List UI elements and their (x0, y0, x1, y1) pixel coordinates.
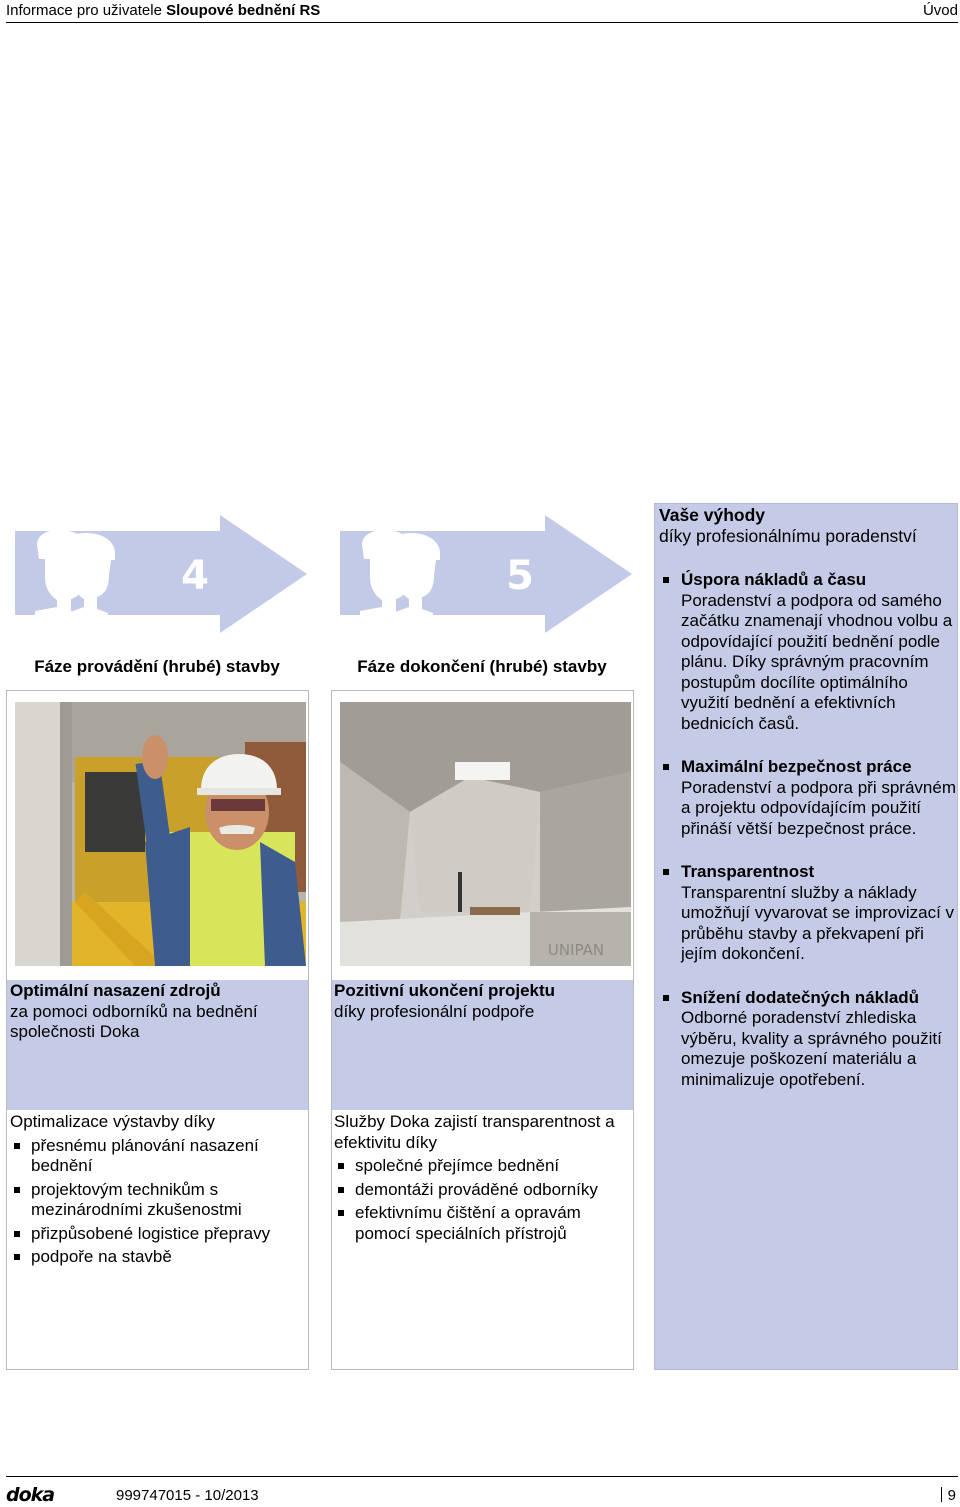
phase-4-number: 4 (181, 553, 209, 599)
footer-divider (6, 1476, 958, 1477)
list-item: přesnému plánování nasazení bednění (10, 1136, 305, 1177)
phase-5-title: Fáze dokončení (hrubé) stavby (357, 657, 607, 676)
advantage-text: Poradenství a podpora při správném a projektu odpovídajícím použití přináší větší bezpečnost práce. (681, 777, 956, 838)
page-number-wrap (941, 1487, 956, 1504)
phase-4-list (10, 1136, 305, 1268)
phase-4-band-subtitle: za pomoci odborníků na bednění společnosti Doka (10, 1001, 258, 1041)
phase-5-band-subtitle: díky profesionální podpoře (334, 1001, 535, 1021)
phase-5-number: 5 (506, 553, 534, 599)
advantages-panel (654, 503, 958, 1370)
header-title: Sloupové bednění RS (166, 2, 321, 19)
phase-5-arrow-graphic (340, 515, 632, 633)
header-prefix: Informace pro uživatele (6, 2, 162, 19)
list-item: podpoře na stavbě (10, 1247, 305, 1268)
list-item: projektovým technikům s mezinárodními zkušenostmi (10, 1180, 305, 1221)
logo-text: doka (6, 1484, 55, 1506)
advantage-text: Poradenství a podpora od samého začátku znamenají vhodnou volbu a odpovídající použití bednění podle plánu. Díky správným pracovním postupům docílíte optimálního využití bednění a efektivních bednicích časů. (681, 590, 953, 733)
advantage-title: Transparentnost (681, 862, 815, 881)
header-section: Úvod (922, 2, 958, 19)
list-item: demontáži prováděné odborníky (334, 1180, 630, 1201)
phase-5-intro: Služby Doka zajistí transparentnost a efektivitu díky (334, 1112, 615, 1152)
header-divider (6, 22, 958, 23)
page-separator (941, 1487, 942, 1502)
advantage-title: Maximální bezpečnost práce (681, 757, 912, 776)
phase-4-band-text (10, 981, 305, 1043)
advantage-text: Odborné poradenství zhlediska výběru, kvality a správného použití omezuje poškození materiálu a minimalizuje opotřebení. (681, 1008, 942, 1089)
concrete-interior-photo (340, 702, 631, 966)
advantage-item (660, 757, 956, 839)
advantages-title: Vaše výhody (659, 505, 766, 525)
advantages-subtitle: díky profesionálnímu poradenství (659, 526, 917, 546)
page-header (6, 2, 958, 22)
list-item: efektivnímu čištění a opravám pomocí speciálních přístrojů (334, 1203, 630, 1244)
page-number: 9 (947, 1487, 956, 1504)
advantages-header (659, 505, 917, 547)
phase-5-list (334, 1156, 630, 1244)
advantage-item (660, 862, 956, 965)
phase-4-intro: Optimalizace výstavby díky (10, 1112, 216, 1131)
phase-4-band-title: Optimální nasazení zdrojů (10, 981, 221, 1000)
list-item: přizpůsobené logistice přepravy (10, 1224, 305, 1245)
phase-5-band-title: Pozitivní ukončení projektu (334, 981, 556, 1000)
worker-pointing-photo (15, 702, 306, 966)
advantages-list (660, 570, 956, 1113)
document-number: 999747015 - 10/2013 (116, 1487, 259, 1504)
advantage-item (660, 988, 956, 1091)
phase-4-title: Fáze provádění (hrubé) stavby (34, 657, 280, 676)
phase-5-body (334, 1112, 630, 1244)
phase-5-band-text (334, 981, 630, 1022)
advantage-text: Transparentní služby a náklady umožňují vyvarovat se improvizací v průběhu stavby a překvapení při jejím dokončení. (681, 882, 955, 963)
doka-logo (6, 1484, 62, 1506)
phase-4-arrow-graphic (15, 515, 307, 633)
advantage-title: Snížení dodatečných nákladů (681, 987, 920, 1007)
unipan-label: UNIPAN (547, 941, 605, 959)
list-item: společné přejímce bednění (334, 1156, 630, 1177)
phase-4-body (10, 1112, 305, 1268)
advantage-item (660, 570, 956, 734)
advantage-title: Úspora nákladů a času (681, 570, 867, 589)
header-left (6, 2, 320, 19)
